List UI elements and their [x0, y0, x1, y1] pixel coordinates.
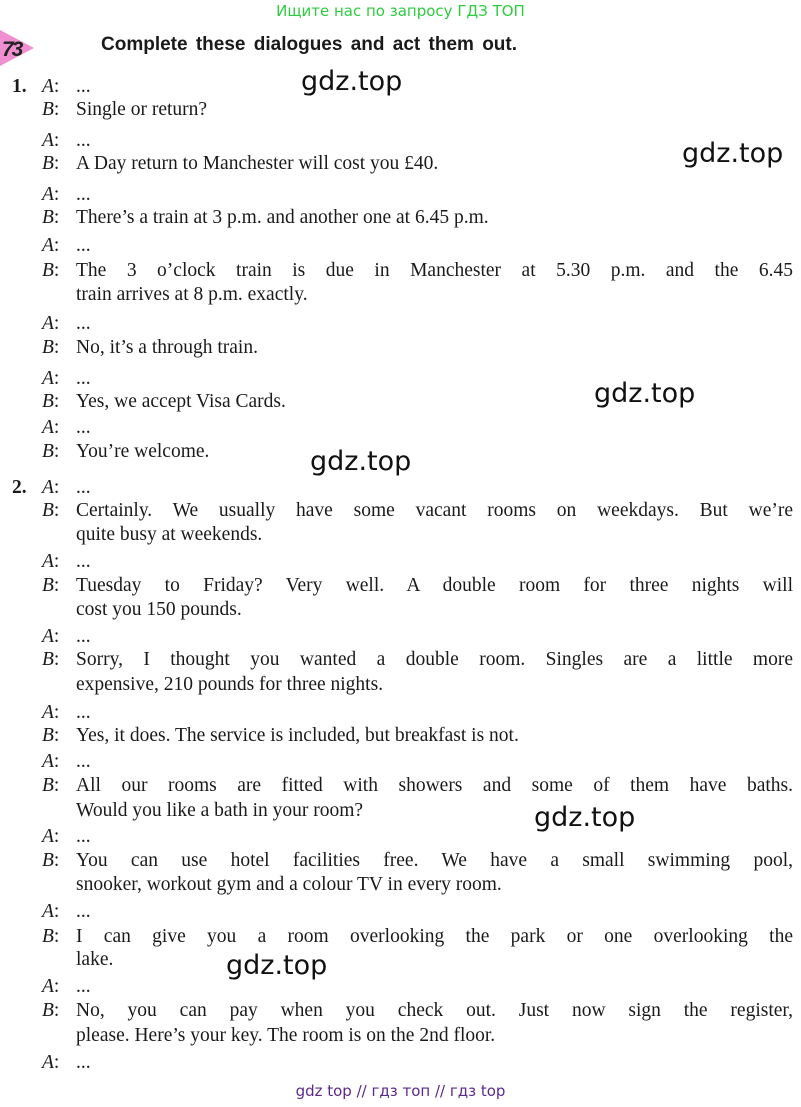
- speaker-label: A:: [42, 976, 60, 997]
- dialogue-line: [0, 873, 793, 897]
- speaker-label: B:: [42, 500, 60, 521]
- watermark: gdz.top: [594, 378, 696, 409]
- dialogue-text: I can give you a room overlooking the park or one overlooking the: [76, 926, 793, 947]
- speaker-name: B: [42, 337, 54, 358]
- speaker-label: A:: [42, 417, 60, 438]
- speaker-label: A:: [42, 901, 60, 922]
- watermark: gdz.top: [301, 66, 403, 97]
- speaker-label: A:: [42, 368, 60, 389]
- speaker-label: A:: [42, 313, 60, 334]
- speaker-label: A:: [42, 76, 60, 97]
- speaker-label: B:: [42, 260, 60, 281]
- dialogue-line: [0, 750, 793, 774]
- speaker-name: B: [42, 441, 54, 462]
- dialogue-line: [0, 724, 793, 748]
- dialogue-line: [0, 206, 793, 230]
- speaker-name: A: [42, 184, 54, 205]
- dialogue-text: All our rooms are fitted with showers and some of them have baths.: [76, 775, 793, 796]
- dialogue-line: [0, 476, 793, 500]
- speaker-name: B: [42, 575, 54, 596]
- speaker-label: A:: [42, 551, 60, 572]
- footer-links: gdz top // гдз топ // гдз top: [295, 1082, 506, 1100]
- speaker-label: B:: [42, 153, 60, 174]
- speaker-label: B:: [42, 725, 60, 746]
- speaker-label: B:: [42, 575, 60, 596]
- dialogue-text: Single or return?: [76, 99, 208, 120]
- speaker-label: A:: [42, 1052, 60, 1073]
- watermark: gdz.top: [682, 138, 784, 169]
- speaker-label: B:: [42, 850, 60, 871]
- speaker-label: A:: [42, 751, 60, 772]
- dialogue-text: The 3 o’clock train is due in Manchester at 5.30 p.m. and the 6.45: [76, 260, 793, 281]
- dialogue-line: [0, 948, 793, 972]
- speaker-label: B:: [42, 99, 60, 120]
- speaker-label: A:: [42, 184, 60, 205]
- speaker-name: B: [42, 153, 54, 174]
- speaker-label: B:: [42, 1000, 60, 1021]
- dialogue-text: lake.: [76, 949, 114, 970]
- dialogue-line: [0, 499, 793, 523]
- dialogue-text: Tuesday to Friday? Very well. A double room for three nights will: [76, 575, 793, 596]
- dialogue-text: please. Here’s your key. The room is on the 2nd floor.: [76, 1025, 496, 1046]
- dialogue-line: [0, 574, 793, 598]
- speaker-label: B:: [42, 391, 60, 412]
- speaker-name: B: [42, 775, 54, 796]
- dialogue-line: [0, 849, 793, 873]
- dialogue-text: Certainly. We usually have some vacant rooms on weekdays. But we’re: [76, 500, 793, 521]
- dialogue-text: ...: [76, 901, 91, 922]
- speaker-name: A: [42, 976, 54, 997]
- dialogue-line: [0, 183, 793, 207]
- speaker-label: A:: [42, 130, 60, 151]
- speaker-name: B: [42, 1000, 54, 1021]
- search-hint-banner: Ищите нас по запросу ГДЗ ТОП: [276, 2, 525, 20]
- speaker-name: B: [42, 99, 54, 120]
- speaker-name: B: [42, 207, 54, 228]
- dialogue-text: A Day return to Manchester will cost you £40.: [76, 153, 439, 174]
- dialogue-text: ...: [76, 1052, 91, 1073]
- speaker-name: A: [42, 368, 54, 389]
- dialogue-text: ...: [76, 184, 91, 205]
- watermark: gdz.top: [534, 802, 636, 833]
- dialogue-text: Sorry, I thought you wanted a double room. Singles are a little more: [76, 649, 793, 670]
- speaker-name: B: [42, 926, 54, 947]
- speaker-label: B:: [42, 441, 60, 462]
- dialogue-text: cost you 150 pounds.: [76, 599, 242, 620]
- speaker-name: A: [42, 130, 54, 151]
- speaker-label: B:: [42, 207, 60, 228]
- speaker-name: A: [42, 313, 54, 334]
- dialogue-text: No, you can pay when you check out. Just now sign the register,: [76, 1000, 793, 1021]
- dialogue-number: 2.: [12, 477, 27, 498]
- dialogue-line: [0, 648, 793, 672]
- dialogue-text: ...: [76, 76, 91, 97]
- speaker-name: B: [42, 260, 54, 281]
- speaker-name: B: [42, 725, 54, 746]
- speaker-name: A: [42, 751, 54, 772]
- dialogue-line: [0, 975, 793, 999]
- dialogue-text: ...: [76, 368, 91, 389]
- dialogue-line: [0, 774, 793, 798]
- dialogue-text: Would you like a bath in your room?: [76, 800, 364, 821]
- speaker-label: A:: [42, 702, 60, 723]
- speaker-name: A: [42, 826, 54, 847]
- speaker-label: A:: [42, 235, 60, 256]
- watermark: gdz.top: [226, 950, 328, 981]
- dialogue-line: [0, 1051, 793, 1075]
- dialogue-line: [0, 673, 793, 697]
- speaker-name: B: [42, 391, 54, 412]
- dialogue-line: [0, 523, 793, 547]
- dialogue-text: Yes, it does. The service is included, but breakfast is not.: [76, 725, 519, 746]
- exercise-title: Complete these dialogues and act them out.: [101, 34, 518, 55]
- dialogue-text: ...: [76, 235, 91, 256]
- speaker-name: B: [42, 850, 54, 871]
- speaker-label: B:: [42, 649, 60, 670]
- dialogue-text: ...: [76, 130, 91, 151]
- dialogue-text: There’s a train at 3 p.m. and another one at 6.45 p.m.: [76, 207, 489, 228]
- speaker-name: A: [42, 901, 54, 922]
- dialogue-number: 1.: [12, 76, 27, 97]
- speaker-label: B:: [42, 926, 60, 947]
- dialogue-text: No, it’s a through train.: [76, 337, 258, 358]
- exercise-number: 73: [2, 38, 22, 61]
- dialogue-text: expensive, 210 pounds for three nights.: [76, 674, 384, 695]
- dialogue-text: quite busy at weekends.: [76, 524, 263, 545]
- dialogue-text: train arrives at 8 p.m. exactly.: [76, 284, 308, 305]
- dialogue-line: [0, 925, 793, 949]
- dialogue-line: [0, 336, 793, 360]
- speaker-label: B:: [42, 337, 60, 358]
- dialogue-text: You can use hotel facilities free. We have a small swimming pool,: [76, 850, 793, 871]
- dialogue-text: ...: [76, 417, 91, 438]
- speaker-label: A:: [42, 626, 60, 647]
- speaker-name: A: [42, 76, 54, 97]
- dialogue-line: [0, 625, 793, 649]
- dialogue-text: ...: [76, 702, 91, 723]
- dialogue-text: ...: [76, 313, 91, 334]
- dialogue-line: [0, 1024, 793, 1048]
- dialogue-line: [0, 825, 793, 849]
- dialogue-line: [0, 799, 793, 823]
- dialogue-text: ...: [76, 751, 91, 772]
- dialogue-line: [0, 900, 793, 924]
- dialogue-line: [0, 259, 793, 283]
- speaker-name: A: [42, 702, 54, 723]
- speaker-label: A:: [42, 477, 60, 498]
- speaker-name: A: [42, 417, 54, 438]
- dialogue-line: [0, 550, 793, 574]
- speaker-name: A: [42, 235, 54, 256]
- dialogue-text: You’re welcome.: [76, 441, 210, 462]
- dialogue-line: [0, 312, 793, 336]
- speaker-name: B: [42, 649, 54, 670]
- dialogue-text: ...: [76, 551, 91, 572]
- speaker-label: B:: [42, 775, 60, 796]
- dialogue-line: [0, 152, 793, 176]
- dialogue-line: [0, 283, 793, 307]
- dialogue-line: [0, 416, 793, 440]
- dialogue-line: [0, 701, 793, 725]
- speaker-label: A:: [42, 826, 60, 847]
- dialogue-text: ...: [76, 477, 91, 498]
- speaker-name: A: [42, 626, 54, 647]
- speaker-name: B: [42, 500, 54, 521]
- speaker-name: A: [42, 1052, 54, 1073]
- speaker-name: A: [42, 477, 54, 498]
- dialogue-line: [0, 98, 793, 122]
- dialogue-text: snooker, workout gym and a colour TV in every room.: [76, 874, 502, 895]
- dialogue-text: ...: [76, 626, 91, 647]
- watermark: gdz.top: [310, 446, 412, 477]
- dialogue-line: [0, 234, 793, 258]
- dialogue-line: [0, 598, 793, 622]
- dialogue-text: ...: [76, 826, 91, 847]
- dialogue-line: [0, 129, 793, 153]
- speaker-name: A: [42, 551, 54, 572]
- dialogue-text: Yes, we accept Visa Cards.: [76, 391, 286, 412]
- dialogue-text: ...: [76, 976, 91, 997]
- dialogue-line: [0, 999, 793, 1023]
